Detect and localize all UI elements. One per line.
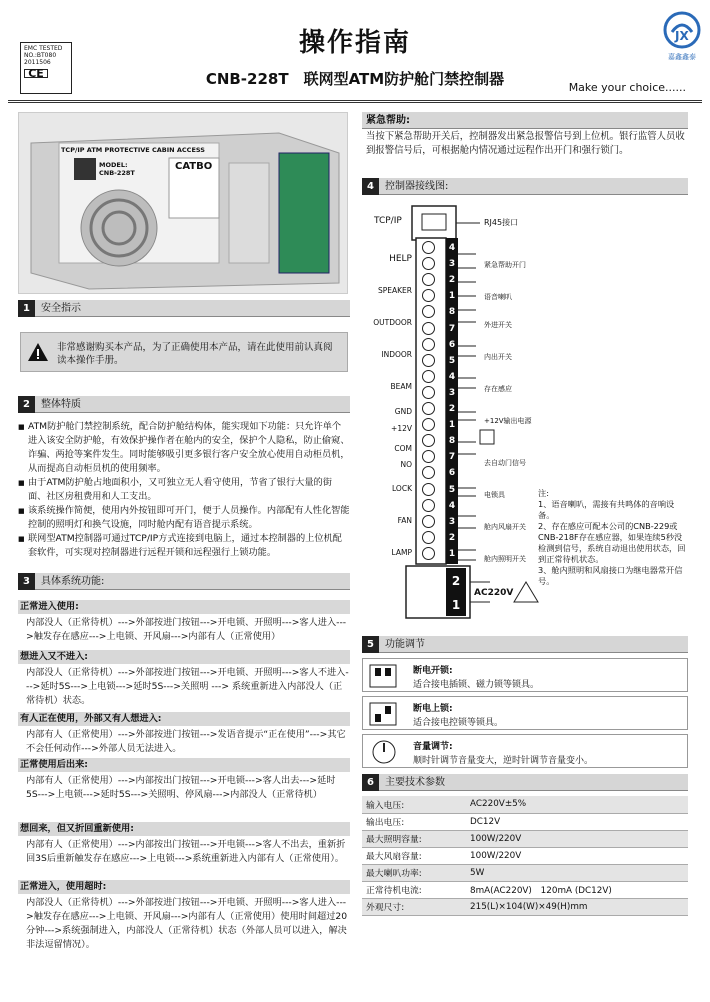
wire-desc-indoor: 内出开关 — [484, 353, 512, 361]
terminal-pin-number: 6 — [448, 339, 456, 350]
wire-label-outdoor: OUTDOOR — [373, 318, 412, 327]
wire-desc-fan: 舱内风扇开关 — [484, 523, 526, 531]
dip-switch-icon — [369, 664, 397, 688]
terminal-screw — [422, 338, 435, 351]
list-item: ■ 由于ATM防护舱占地面积小，又可独立无人看守使用，节省了银行大量的街面、社区房租费用和人工支出。 — [18, 476, 350, 504]
function-block — [18, 600, 350, 644]
power-pin-number: 1 — [451, 598, 461, 612]
power-pin-number: 2 — [451, 574, 461, 588]
wire-label-lamp: LAMP — [391, 548, 412, 557]
function-heading: 有人正在使用，外部又有人想进入: — [18, 712, 350, 726]
section-3-header — [18, 573, 350, 590]
terminal-pin-number: 7 — [448, 323, 456, 334]
spec-key: 正常待机电流: — [362, 881, 466, 898]
wire-desc-speaker: 语音喇叭 — [484, 293, 512, 301]
spec-key: 最大喇叭功率: — [362, 864, 466, 881]
page-title: 操作指南 — [298, 28, 411, 58]
section-title: 安全指示 — [41, 303, 81, 314]
terminal-pin-number: 3 — [448, 387, 456, 398]
volume-knob-icon — [371, 739, 397, 765]
function-block — [18, 650, 350, 708]
wire-desc-help: 紧急帮助开门 — [484, 261, 526, 269]
function-setting — [362, 696, 688, 730]
tcp-label: TCP/IP — [374, 216, 402, 226]
emergency-body: 当按下紧急帮助开关后，控制器发出紧急报警信号到上位机。银行监管人员收到报警信号后，可根据舱内情况通过远程作出开门和强行锁门。 — [366, 131, 685, 156]
warning-text: 非常感谢购买本产品，为了正确使用本产品，请在此使用前认真阅读本操作手册。 — [57, 342, 333, 366]
terminal-screw — [422, 354, 435, 367]
terminal-pin-number: 5 — [448, 484, 456, 495]
emc-line1: EMC TESTED — [24, 45, 63, 52]
emergency-title: 紧急帮助: — [366, 115, 410, 126]
ce-mark: CE — [24, 69, 48, 78]
warning-icon — [27, 342, 49, 362]
terminal-screw — [422, 322, 435, 335]
section-number: 4 — [362, 178, 379, 195]
terminal-pin-number: 3 — [448, 516, 456, 527]
section-number: 5 — [362, 636, 379, 653]
function-body: 内部有人（正常使用）--->内部按出门按钮--->开电锁--->客人不出去，重新折回3S后重新触发存在感应--->上电锁--->系统重新进入内部有人（正常使用）。 — [26, 839, 346, 864]
setting-title: 断电上锁: — [413, 704, 453, 714]
spec-value: 215(L)×104(W)×49(H)mm — [466, 898, 688, 915]
wire-label-fan: FAN — [397, 516, 412, 525]
function-heading: 正常使用后出来: — [18, 758, 350, 772]
terminal-pin-number: 1 — [448, 420, 456, 431]
terminal-pin-number: 2 — [448, 532, 456, 543]
section-number: 3 — [18, 573, 35, 590]
wire-label-help: HELP — [389, 254, 412, 264]
label-model-label: MODEL: — [99, 161, 128, 169]
function-heading: 想回来，但又折回重新使用: — [18, 822, 350, 836]
table-row — [362, 898, 688, 915]
function-body: 内部有人（正常使用）--->内部按出门按钮--->开电锁--->客人出去--->延时5S--->上电锁--->延时5S--->关照明、停风扇--->内部没人（正常待机） — [26, 775, 336, 800]
wire-desc-door: 去自动门信号 — [484, 459, 526, 467]
controller-illustration — [19, 113, 349, 295]
wire-label-beam: BEAM — [390, 382, 412, 391]
spec-value: AC220V±5% — [466, 796, 688, 813]
table-row — [362, 813, 688, 830]
function-block — [18, 880, 350, 952]
function-heading: 想进入又不进入: — [18, 650, 350, 664]
setting-desc: 顺时针调节音量变大，逆时针调节音量变小。 — [413, 756, 594, 766]
function-body: 内部没人（正常待机）--->外部按进门按钮--->开电锁、开照明--->客人不进入--->延时5S--->上电锁--->延时5S--->关照明 ---> 系统重新进入内部没人（正常待机）状态。 — [26, 667, 349, 706]
svg-text:JX: JX — [675, 29, 689, 43]
terminal-pin-number: 6 — [448, 468, 456, 479]
list-item: ■ ATM防护舱门禁控制系统，配合防护舱结构体，能实现如下功能：只允许单个进入该安全防护舱，有效保护操作者在舱内的安全，保护个人隐私，防止偷窥、诈骗、两抢等案件发生。同时能够吸引更多银行客户安全放心使用自动柜员机，从而提高自动柜员机的使用频率。 — [18, 420, 350, 476]
wire-label-lock: LOCK — [392, 484, 412, 493]
safety-warning — [20, 332, 348, 372]
page-subtitle: CNB-228T 联网型ATM防护舱门禁控制器 — [205, 70, 505, 88]
note-item: 1、语音喇叭，需接有共鸣体的音响设备。 — [538, 499, 675, 520]
terminal-screw — [422, 515, 435, 528]
list-item: ■ 该系统操作简便，使用内外按钮即可开门，便于人员操作。内部配有人性化智能控制的照明灯和换气设施，同时舱内配有语音提示系统。 — [18, 504, 350, 532]
wire-desc-power: +12V输出电源 — [484, 417, 532, 425]
terminal-screw — [422, 370, 435, 383]
dip-switch-icon — [369, 702, 397, 726]
terminal-screw — [422, 547, 435, 560]
terminal-screw — [422, 483, 435, 496]
terminal-screw — [422, 386, 435, 399]
wiring-notes — [538, 488, 688, 587]
feature-list — [18, 420, 350, 560]
spec-key: 输出电压: — [362, 813, 466, 830]
power-label: AC220V — [474, 588, 514, 598]
wire-label-12v: +12V — [391, 424, 412, 433]
terminal-pin-number: 4 — [448, 371, 456, 382]
note-heading: 注: — [538, 488, 549, 498]
rj45-label: RJ45接口 — [484, 218, 519, 227]
spec-key: 最大风扇容量: — [362, 847, 466, 864]
terminal-pin-number: 1 — [448, 548, 456, 559]
terminal-screw — [422, 531, 435, 544]
terminal-screw — [422, 499, 435, 512]
wire-desc-lamp: 舱内照明开关 — [484, 555, 526, 563]
spec-table — [362, 796, 688, 916]
section-title: 主要技术参数 — [385, 777, 445, 788]
function-body: 内部没人（正常待机）--->外部按进门按钮--->开电锁、开照明--->客人进入--->触发存在感应--->上电锁、开风扇--->内部有人（正常使用）使用时间超过20分钟--->系统强制进入，内部没人（正常待机）状态（外部人员可以进入，解决非法逗留情况）。 — [26, 897, 348, 950]
setting-title: 断电开锁: — [413, 666, 453, 676]
section-title: 整体特质 — [41, 399, 81, 410]
spec-value: 5W — [466, 864, 688, 881]
section-title: 具体系统功能: — [41, 576, 105, 587]
setting-title: 音量调节: — [413, 742, 453, 752]
spec-key: 最大照明容量: — [362, 830, 466, 847]
terminal-pin-number: 4 — [448, 243, 456, 253]
note-item: 3、舱内照明和风扇接口为继电器常开信号。 — [538, 565, 683, 586]
section-4-header — [362, 178, 688, 195]
wire-desc-beam: 存在感应 — [484, 385, 512, 393]
terminal-pin-number: 2 — [448, 404, 456, 414]
table-row — [362, 830, 688, 847]
spec-value: 100W/220V — [466, 847, 688, 864]
list-item: ■ 联网型ATM控制器可通过TCP/IP方式连接到电脑上，通过本控制器的上位机配套软件，可实现对控制器进行远程开锁和远程强行上锁功能。 — [18, 532, 350, 560]
label-title: TCP/IP ATM PROTECTIVE CABIN ACCESS — [61, 146, 205, 154]
section-1-header — [18, 300, 350, 317]
terminal-pin-number: 4 — [448, 500, 456, 511]
brand-logo-icon — [662, 10, 702, 50]
section-2-header — [18, 396, 350, 413]
function-body: 内部没人（正常待机）--->外部按进门按钮--->开电锁、开照明--->客人进入--->触发存在感应--->上电锁、开风扇--->内部有人（正常使用） — [26, 617, 347, 642]
table-row — [362, 881, 688, 898]
terminal-pin-number: 5 — [448, 355, 456, 366]
section-number: 2 — [18, 396, 35, 413]
section-6-header — [362, 774, 688, 791]
wire-desc-lock: 电锁具 — [484, 491, 505, 499]
section-number: 1 — [18, 300, 35, 317]
section-title: 控制器接线图: — [385, 181, 449, 192]
note-item: 2、存在感应可配本公司的CNB-229或CNB-218F存在感应器，如果连续5秒没检测到信号，系统自动退出使用状态，回到正常待机状态。 — [538, 521, 686, 564]
terminal-pin-number: 2 — [448, 275, 456, 286]
section-number: 6 — [362, 774, 379, 791]
label-brand: CATBO — [175, 161, 213, 172]
function-body: 内部有人（正常使用）--->外部按进门按钮--->发语音提示“正在使用”--->其它不会任何动作--->外部人员无法进入。 — [26, 729, 346, 754]
function-block — [18, 822, 350, 866]
emc-line3: 2011506 — [24, 59, 51, 66]
wire-label-gnd: GND — [394, 407, 412, 416]
spec-key: 输入电压: — [362, 796, 466, 813]
function-block — [18, 758, 350, 802]
spec-key: 外观尺寸: — [362, 898, 466, 915]
setting-desc: 适合接电控锁等锁具。 — [413, 718, 504, 728]
section-5-header — [362, 636, 688, 653]
table-row — [362, 796, 688, 813]
wire-label-no: NO — [400, 460, 412, 469]
function-setting — [362, 734, 688, 768]
setting-desc: 适合接电插锁、磁力锁等锁具。 — [413, 680, 540, 690]
header-divider — [8, 100, 702, 103]
spec-value: 8mA(AC220V) 120mA (DC12V) — [466, 881, 688, 898]
function-block — [18, 712, 350, 756]
terminal-pin-number: 3 — [448, 259, 456, 270]
table-row — [362, 864, 688, 881]
label-model: CNB-228T — [99, 169, 135, 177]
wire-label-speaker: SPEAKER — [377, 286, 412, 295]
terminal-pin-number: 7 — [448, 452, 456, 463]
function-heading: 正常进入，使用超时: — [18, 880, 350, 894]
emc-line2: NO.:BT080 — [24, 52, 57, 59]
wire-label-com: COM — [394, 444, 412, 453]
spec-value: 100W/220V — [466, 830, 688, 847]
wire-desc-outdoor: 外进开关 — [484, 321, 512, 329]
terminal-pin-number: 8 — [448, 307, 456, 318]
emergency-header — [362, 112, 688, 129]
spec-value: DC12V — [466, 813, 688, 830]
wire-label-indoor: INDOOR — [381, 350, 412, 359]
table-row — [362, 847, 688, 864]
brand-name: 嘉鑫鑫泰 — [668, 53, 696, 61]
function-setting — [362, 658, 688, 692]
slogan: Make your choice...... — [568, 81, 686, 94]
section-title: 功能调节 — [385, 639, 425, 650]
product-image — [18, 112, 348, 294]
terminal-pin-number: 8 — [448, 436, 456, 447]
terminal-pin-number: 1 — [448, 291, 456, 302]
function-heading: 正常进入使用: — [18, 600, 350, 614]
